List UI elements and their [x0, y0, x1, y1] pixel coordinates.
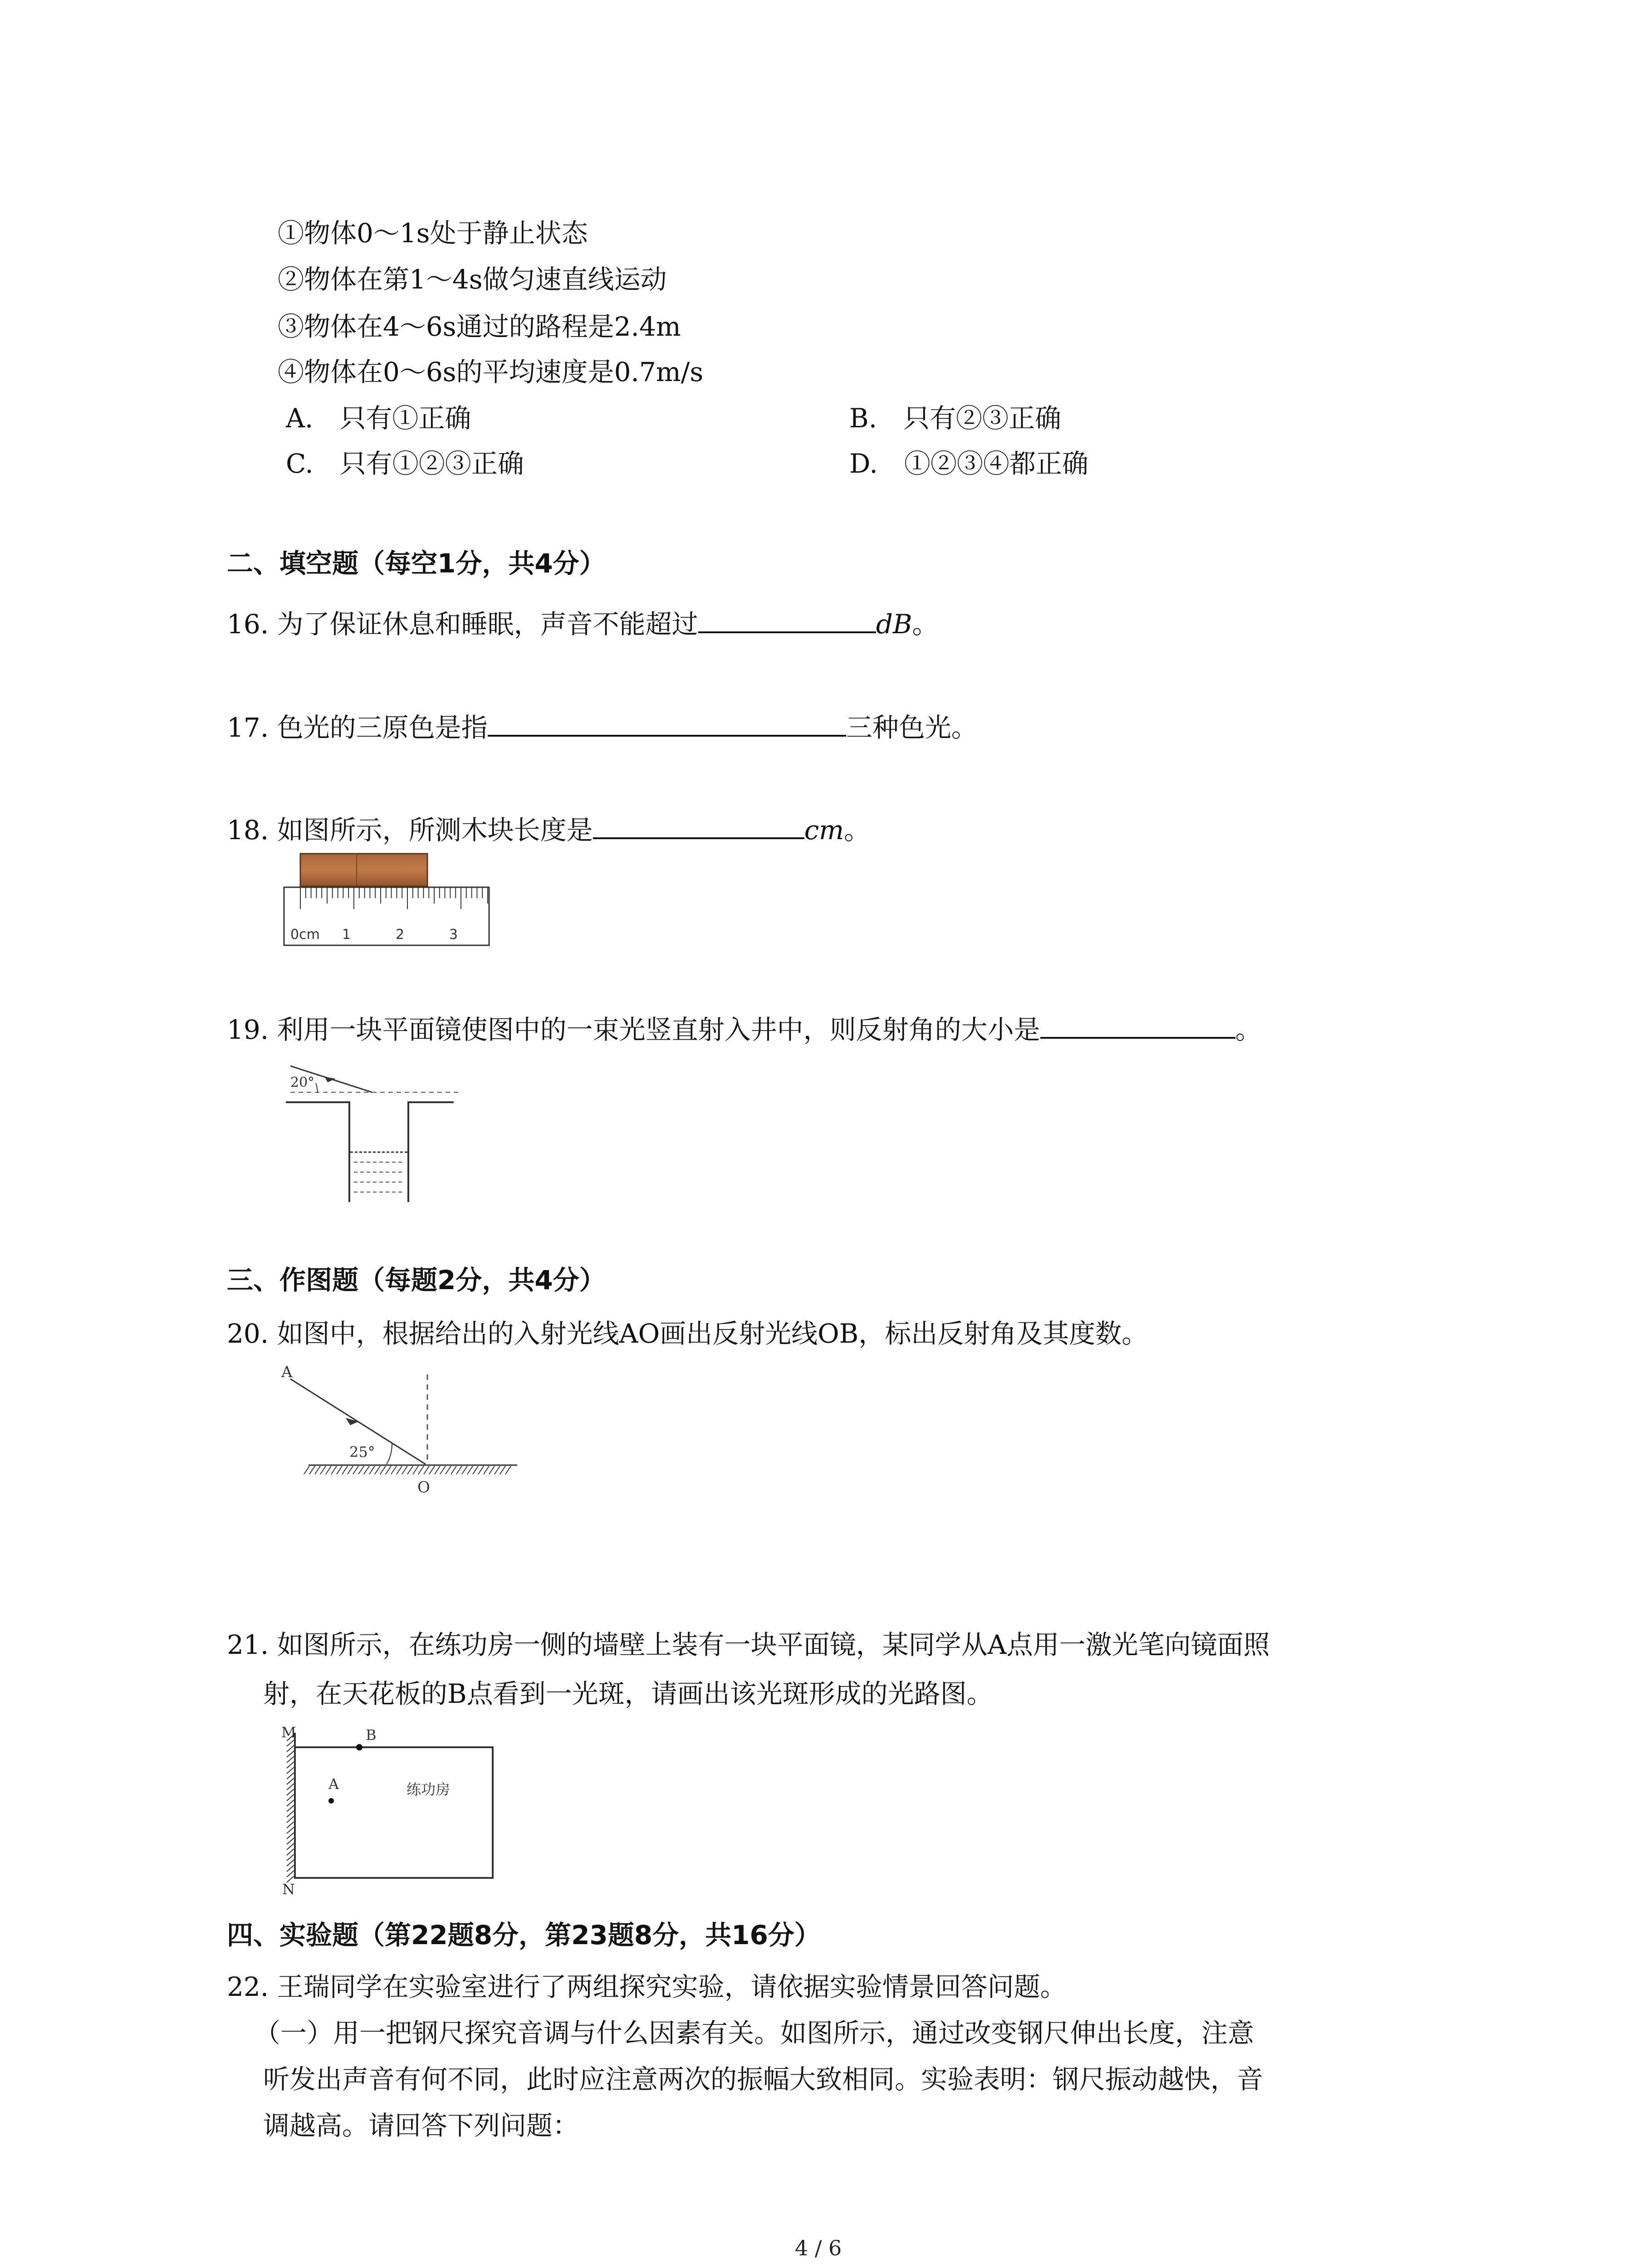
label-a-room: A	[328, 1775, 339, 1793]
hatch-line	[424, 1466, 429, 1474]
label-a: A	[281, 1363, 293, 1381]
hatch-line	[495, 1466, 500, 1474]
q18-text: 18. 如图所示，所测木块长度是	[227, 815, 593, 846]
hatch-line	[446, 1466, 451, 1474]
option-c: C. 只有①②③正确	[286, 448, 524, 479]
q17-text: 17. 色光的三原色是指	[227, 712, 488, 743]
hatch-line	[287, 1838, 294, 1844]
wood-block	[300, 854, 427, 886]
wall-hatching	[287, 1735, 294, 1882]
option-a: A. 只有①正确	[286, 403, 471, 434]
ruler-label-1: 1	[342, 927, 351, 943]
mirror-hatching	[304, 1466, 511, 1474]
q17-tail: 三种色光。	[846, 712, 978, 743]
option-d: D. ①②③④都正确	[849, 448, 1088, 479]
hatch-line	[287, 1843, 294, 1850]
q16-tail: 。	[912, 609, 939, 640]
hatch-line	[337, 1466, 342, 1474]
question-22-line-2: （一）用一把钢尺探究音调与什么因素有关。如图所示，通过改变钢尺伸出长度，注意	[254, 2018, 1254, 2048]
hatch-line	[456, 1466, 462, 1474]
hatch-line	[287, 1805, 294, 1812]
statement-3: ③物体在4～6s通过的路程是2.4m	[278, 311, 681, 342]
question-21-line-1: 21. 如图所示，在练功房一侧的墙壁上装有一块平面镜，某同学从A点用一激光笔向镜面照	[227, 1629, 1270, 1660]
hatch-line	[287, 1833, 294, 1839]
question-18	[227, 810, 870, 846]
statement-2: ②物体在第1～4s做匀速直线运动	[278, 264, 667, 295]
ruler-label-2: 2	[396, 927, 405, 943]
room-label: 练功房	[407, 1781, 451, 1798]
q19-tail: 。	[1235, 1014, 1262, 1045]
hatch-line	[484, 1466, 489, 1474]
hatch-line	[391, 1466, 397, 1474]
hatch-line	[489, 1466, 495, 1474]
room-outline	[295, 1747, 493, 1878]
hatch-line	[287, 1816, 294, 1823]
hatch-line	[287, 1827, 294, 1833]
hatch-line	[331, 1466, 337, 1474]
angle-label-20: 20°	[290, 1075, 315, 1090]
q19-text: 19. 利用一块平面镜使图中的一束光竖直射入井中，则反射角的大小是	[227, 1014, 1040, 1045]
hatch-line	[451, 1466, 456, 1474]
hatch-line	[358, 1466, 364, 1474]
hatch-line	[287, 1773, 294, 1779]
hatch-line	[287, 1767, 294, 1774]
hatch-line	[386, 1466, 391, 1474]
question-19	[227, 1010, 1262, 1046]
question-16	[227, 604, 938, 640]
page-number: 4 / 6	[795, 2236, 842, 2260]
hatch-line	[348, 1466, 353, 1474]
hatch-line	[418, 1466, 424, 1474]
question-22-line-1: 22. 王瑞同学在实验室进行了两组探究实验，请依据实验情景回答问题。	[227, 1971, 1067, 2002]
ruler-figure	[279, 853, 497, 948]
hatch-line	[287, 1800, 294, 1806]
hatch-line	[320, 1466, 326, 1474]
hatch-line	[287, 1751, 294, 1757]
hatch-line	[397, 1466, 402, 1474]
hatch-line	[478, 1466, 484, 1474]
hatch-line	[342, 1466, 348, 1474]
hatch-line	[309, 1466, 315, 1474]
hatch-line	[369, 1466, 375, 1474]
statement-1: ①物体0～1s处于静止状态	[278, 218, 588, 249]
question-22-line-4: 调越高。请回答下列问题：	[263, 2110, 579, 2141]
option-b: B. 只有②③正确	[849, 403, 1062, 434]
hatch-line	[287, 1789, 294, 1795]
hatch-line	[462, 1466, 467, 1474]
hatch-line	[287, 1865, 294, 1872]
section-3-title: 三、作图题（每题2分，共4分）	[227, 1265, 606, 1295]
angle-label-25: 25°	[349, 1443, 375, 1461]
hatch-line	[287, 1745, 294, 1752]
hatch-line	[402, 1466, 407, 1474]
section-2-title: 二、填空题（每空1分，共4分）	[227, 548, 606, 579]
q16-text: 16. 为了保证休息和睡眠，声音不能超过	[227, 609, 698, 640]
ruler-label-0: 0cm	[290, 927, 320, 943]
q19-blank[interactable]	[1040, 1010, 1235, 1039]
hatch-line	[407, 1466, 413, 1474]
practice-room-figure	[281, 1719, 499, 1896]
hatch-line	[435, 1466, 440, 1474]
hatch-line	[429, 1466, 435, 1474]
hatch-line	[287, 1849, 294, 1855]
well-figure	[286, 1057, 458, 1202]
point-a	[328, 1798, 334, 1804]
hatch-line	[304, 1466, 309, 1474]
water	[354, 1162, 404, 1192]
q16-blank[interactable]	[698, 604, 876, 633]
hatch-line	[287, 1871, 294, 1877]
q17-blank[interactable]	[488, 708, 846, 737]
hatch-line	[467, 1466, 473, 1474]
hatch-line	[287, 1756, 294, 1763]
point-b	[356, 1744, 362, 1750]
q18-tail: 。	[844, 815, 871, 846]
hatch-line	[353, 1466, 358, 1474]
hatch-line	[287, 1740, 294, 1746]
hatch-line	[413, 1466, 418, 1474]
hatch-line	[287, 1860, 294, 1866]
hatch-line	[287, 1794, 294, 1801]
ruler-label-3: 3	[449, 927, 458, 943]
hatch-line	[500, 1466, 505, 1474]
hatch-line	[364, 1466, 369, 1474]
well-right-wall	[408, 1102, 454, 1202]
q18-unit: cm	[804, 815, 844, 846]
q18-blank[interactable]	[593, 810, 804, 839]
label-m: M	[281, 1724, 296, 1741]
question-21-line-2: 射，在天花板的B点看到一光斑，请画出该光斑形成的光路图。	[263, 1678, 993, 1709]
hatch-line	[326, 1466, 331, 1474]
label-b: B	[366, 1726, 377, 1744]
question-17	[227, 708, 978, 744]
hatch-line	[287, 1762, 294, 1768]
hatch-line	[287, 1822, 294, 1828]
section-4-title: 四、实验题（第22题8分，第23题8分，共16分）	[227, 1920, 821, 1950]
reflection-figure	[281, 1361, 535, 1501]
hatch-line	[473, 1466, 478, 1474]
label-n: N	[282, 1881, 295, 1896]
well-left-wall	[286, 1102, 349, 1202]
hatch-line	[375, 1466, 380, 1474]
hatch-line	[380, 1466, 386, 1474]
hatch-line	[287, 1811, 294, 1817]
question-22-line-3: 听发出声音有何不同，此时应注意两次的振幅大致相同。实验表明：钢尺振动越快，音	[263, 2064, 1264, 2095]
hatch-line	[287, 1784, 294, 1790]
statement-4: ④物体在0～6s的平均速度是0.7m/s	[278, 357, 704, 387]
question-20: 20. 如图中，根据给出的入射光线AO画出反射光线OB，标出反射角及其度数。	[227, 1318, 1148, 1349]
hatch-line	[315, 1466, 320, 1474]
hatch-line	[287, 1778, 294, 1784]
q16-unit: dB	[876, 609, 912, 640]
label-o: O	[417, 1478, 430, 1496]
hatch-line	[440, 1466, 446, 1474]
hatch-line	[287, 1854, 294, 1861]
hatch-line	[505, 1466, 511, 1474]
